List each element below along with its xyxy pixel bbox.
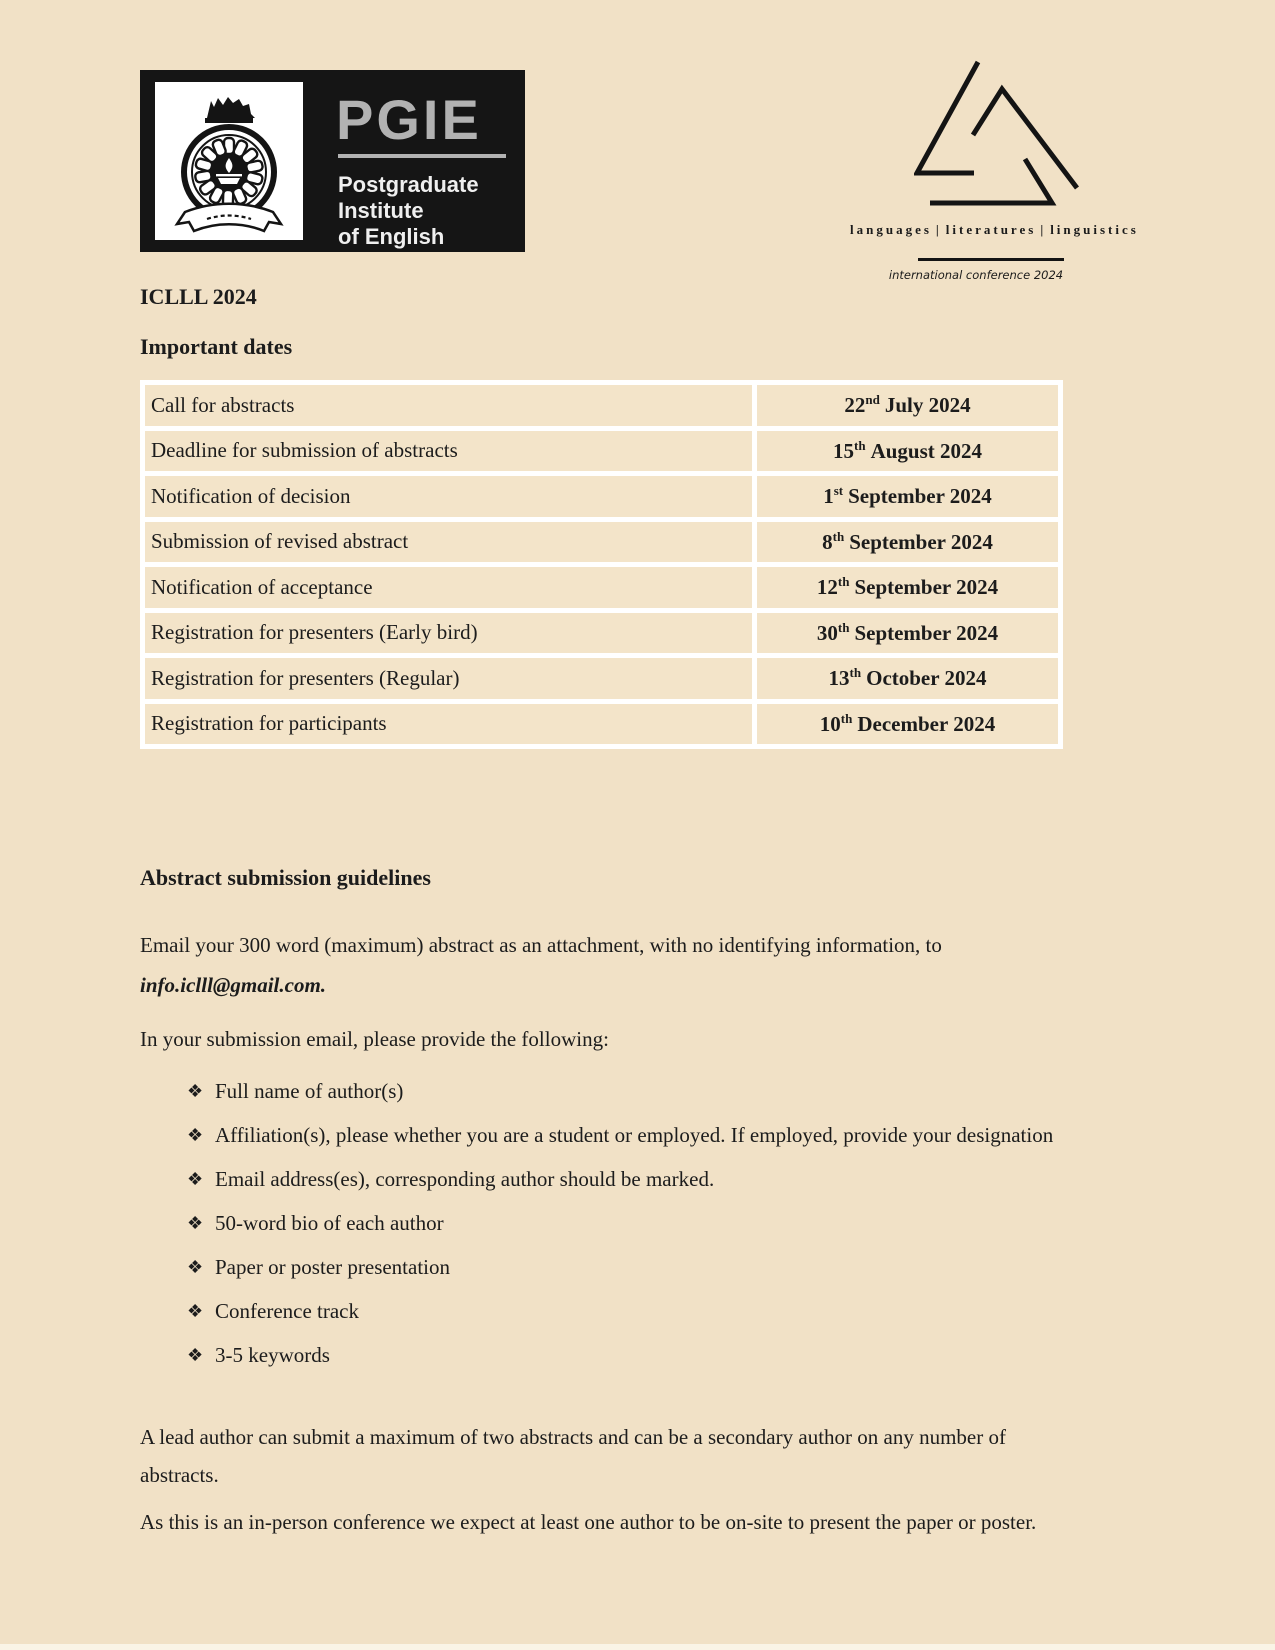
diamond-bullet-icon: ❖ <box>187 1213 204 1233</box>
diamond-bullet-icon: ❖ <box>187 1301 204 1321</box>
date-value: 13th October 2024 <box>755 656 1061 702</box>
table-row <box>143 428 1061 474</box>
pgie-acronym: PGIE <box>336 88 482 151</box>
date-value: 15th August 2024 <box>755 428 1061 474</box>
closing-paragraph-1: A lead author can submit a maximum of two abstracts and can be a secondary author on any number of abstracts. <box>140 1425 1006 1487</box>
important-dates-heading: Important dates <box>140 334 293 359</box>
list-item: ❖ 50-word bio of each author <box>215 1205 1060 1242</box>
list-item: ❖ Full name of author(s) <box>215 1073 1060 1110</box>
date-value: 10th December 2024 <box>755 701 1061 747</box>
pgie-subtitle-line2: of English <box>338 224 445 249</box>
diamond-bullet-icon: ❖ <box>187 1081 204 1101</box>
email-address: info.iclll@gmail.com. <box>140 973 327 997</box>
date-value: 8th September 2024 <box>755 519 1061 565</box>
table-row <box>143 701 1061 747</box>
conference-underline <box>918 258 1064 261</box>
table-row <box>143 519 1061 565</box>
triangle-logo-icon <box>914 60 1080 206</box>
list-item: ❖ Email address(es), corresponding author should be marked. <box>215 1161 1060 1198</box>
provide-paragraph: In your submission email, please provide the following: <box>140 1027 609 1051</box>
tagline-separator: | <box>935 222 942 237</box>
pgie-underline <box>338 154 506 158</box>
email-paragraph-text: Email your 300 word (maximum) abstract as an attachment, with no identifying information, to <box>140 933 942 957</box>
date-label: Registration for presenters (Regular) <box>143 656 755 702</box>
table-row <box>143 656 1061 702</box>
page-title: ICLLL 2024 <box>140 284 257 309</box>
university-crest-icon <box>155 82 303 240</box>
tagline-languages: languages <box>850 222 932 237</box>
guidelines-heading: Abstract submission guidelines <box>140 865 431 890</box>
important-dates-table <box>140 380 1063 749</box>
tagline-linguistics: linguistics <box>1050 222 1139 237</box>
list-item: ❖ Paper or poster presentation <box>215 1249 1060 1286</box>
table-row <box>143 565 1061 611</box>
date-label: Call for abstracts <box>143 383 755 429</box>
requirements-list <box>140 1073 1060 1374</box>
list-item: ❖ Affiliation(s), please whether you are a student or employed. If employed, provide your designation <box>215 1117 1060 1154</box>
tagline-literatures: literatures <box>945 222 1037 237</box>
date-value: 30th September 2024 <box>755 610 1061 656</box>
list-item: ❖ 3-5 keywords <box>215 1337 1060 1374</box>
pgie-subtitle-line1: Postgraduate Institute <box>338 172 479 223</box>
tagline-separator: | <box>1040 222 1047 237</box>
conference-logo <box>800 50 1139 290</box>
date-value: 12th September 2024 <box>755 565 1061 611</box>
date-label: Deadline for submission of abstracts <box>143 428 755 474</box>
table-row <box>143 610 1061 656</box>
page-bottom-strip <box>0 1644 1275 1650</box>
diamond-bullet-icon: ❖ <box>187 1169 204 1189</box>
date-label: Registration for participants <box>143 701 755 747</box>
date-label: Notification of decision <box>143 474 755 520</box>
document-content <box>140 284 1060 1541</box>
diamond-bullet-icon: ❖ <box>187 1125 204 1145</box>
diamond-bullet-icon: ❖ <box>187 1257 204 1277</box>
table-row <box>143 474 1061 520</box>
date-value: 1st September 2024 <box>755 474 1061 520</box>
list-item: ❖ Conference track <box>215 1293 1060 1330</box>
pgie-logo <box>140 70 525 252</box>
conference-tagline <box>850 222 1139 238</box>
closing-paragraph-2: As this is an in-person conference we expect at least one author to be on-site to present the paper or poster. <box>140 1510 1037 1534</box>
email-paragraph <box>140 925 1060 1005</box>
conference-subtitle: international conference 2024 <box>888 268 1064 282</box>
pgie-subtitle <box>338 172 525 250</box>
date-label: Registration for presenters (Early bird) <box>143 610 755 656</box>
diamond-bullet-icon: ❖ <box>187 1345 204 1365</box>
date-value: 22nd July 2024 <box>755 383 1061 429</box>
date-label: Notification of acceptance <box>143 565 755 611</box>
table-row <box>143 383 1061 429</box>
university-crest-panel <box>155 82 303 240</box>
date-label: Submission of revised abstract <box>143 519 755 565</box>
